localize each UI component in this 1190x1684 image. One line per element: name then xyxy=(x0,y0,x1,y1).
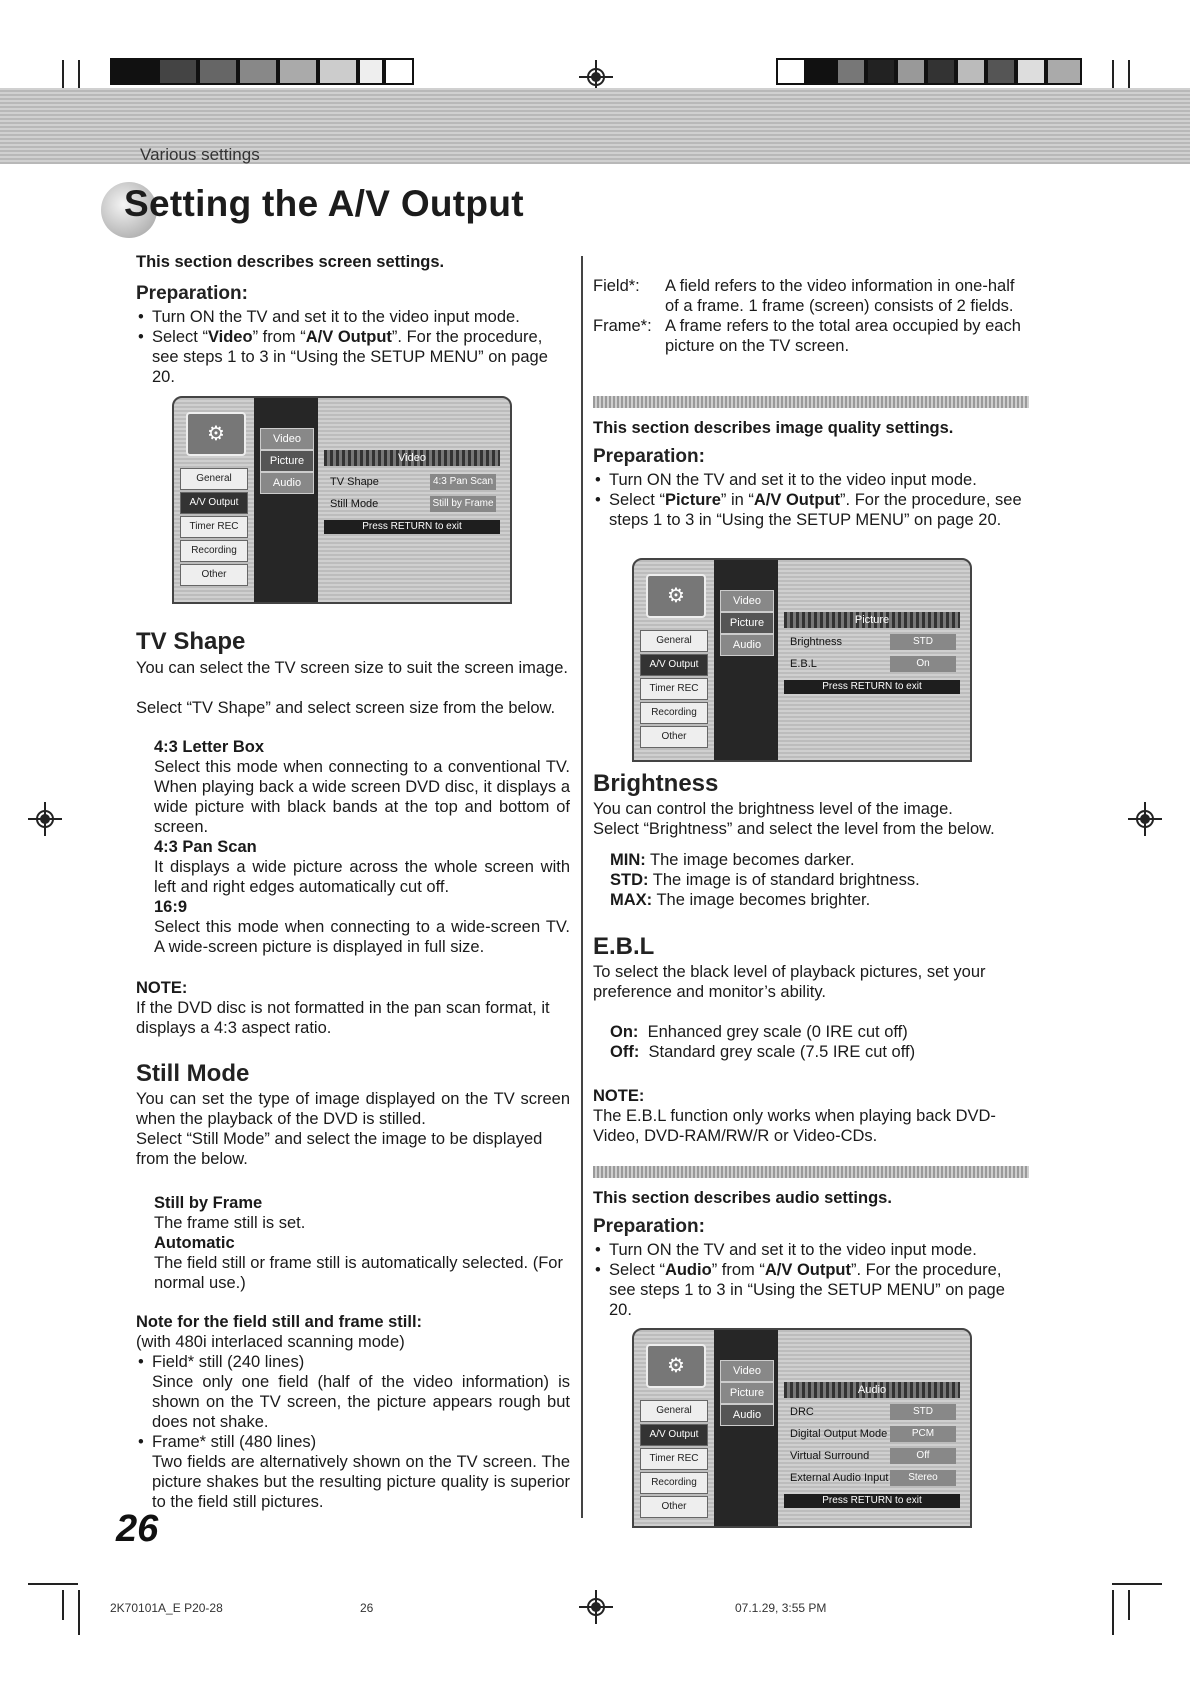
menu-side-general: General xyxy=(180,468,248,490)
menu-side-recording: Recording xyxy=(640,1472,708,1494)
picture-section-intro: This section describes image quality settings. xyxy=(593,419,954,437)
menu-row-label: Still Mode xyxy=(330,498,379,510)
option-row: MAX: The image becomes brighter. xyxy=(610,891,871,909)
page-number: 26 xyxy=(116,1508,159,1550)
option-description: The field still or frame still is automatically selected. (For normal use.) xyxy=(154,1254,563,1292)
menu-side-recording: Recording xyxy=(180,540,248,562)
menu-tab-video: Video xyxy=(720,590,774,612)
brightness-heading: Brightness xyxy=(593,770,719,797)
footer-date: 07.1.29, 3:55 PM xyxy=(735,1601,827,1615)
page-title: Setting the A/V Output xyxy=(124,183,524,224)
definition-desc: A field refers to the video information in one-half of a frame. 1 frame (screen) consists of 2 fields. xyxy=(665,277,1015,315)
still-mode-heading: Still Mode xyxy=(136,1060,250,1087)
still-note-heading: Note for the field still and frame still: xyxy=(136,1313,423,1331)
picture-menu-screenshot xyxy=(632,558,972,762)
column-divider xyxy=(581,256,583,1518)
menu-row-label: E.B.L xyxy=(790,658,817,670)
ebl-description: To select the black level of playback pictures, set your preference and monitor’s ability. xyxy=(593,963,986,1001)
definitions xyxy=(593,276,1029,356)
list-item: • Turn ON the TV and set it to the video input mode. xyxy=(136,307,570,327)
menu-side-other: Other xyxy=(640,726,708,748)
registration-mark-icon xyxy=(1128,802,1162,836)
definition-term: Frame*: xyxy=(593,317,652,335)
list-item: • Select “Picture” in “A/V Output”. For the procedure, see steps 1 to 3 in “Using the SETUP MENU” on page 20. xyxy=(593,490,1029,530)
preparation-list xyxy=(593,470,1029,530)
still-mode-options xyxy=(154,1193,570,1293)
menu-tab-picture: Picture xyxy=(720,1382,774,1404)
menu-exit-hint: Press RETURN to exit xyxy=(784,1494,960,1508)
menu-tab-picture: Picture xyxy=(260,450,314,472)
list-item: • Turn ON the TV and set it to the video input mode. xyxy=(593,470,1029,490)
menu-panel-title: Audio xyxy=(784,1382,960,1398)
brightness-description: You can control the brightness level of the image. xyxy=(593,800,953,818)
crop-mark xyxy=(1112,60,1114,90)
menu-side-av-output: A/V Output xyxy=(640,654,708,676)
note-text: If the DVD disc is not formatted in the pan scan format, it displays a 4:3 aspect ratio. xyxy=(136,999,550,1037)
list-item: • Turn ON the TV and set it to the video input mode. xyxy=(593,1240,1029,1260)
menu-tab-video: Video xyxy=(260,428,314,450)
option-row: MIN: The image becomes darker. xyxy=(610,851,855,869)
menu-row-label: Virtual Surround xyxy=(790,1450,870,1462)
note-heading: NOTE: xyxy=(136,979,188,997)
crop-mark xyxy=(62,60,64,90)
menu-row-value: STD xyxy=(890,1404,956,1420)
menu-row-value: On xyxy=(890,656,956,672)
tv-shape-options xyxy=(154,737,570,957)
tv-shape-instruction: Select “TV Shape” and select screen size from the below. xyxy=(136,699,556,717)
list-item: • Field* still (240 lines) Since only one field (half of the video information) is shown on the TV screen, the picture appears rough but does not shake. xyxy=(136,1352,570,1432)
menu-panel-title: Video xyxy=(324,450,500,466)
option-description: Select this mode when connecting to a wide-screen TV. A wide-screen picture is displayed in full size. xyxy=(154,918,570,956)
list-item: • Select “Video” from “A/V Output”. For the procedure, see steps 1 to 3 in “Using the SETUP MENU” on page 20. xyxy=(136,327,570,387)
still-note-subheading: (with 480i interlaced scanning mode) xyxy=(136,1333,405,1351)
menu-row-value: Off xyxy=(890,1448,956,1464)
still-mode-description: You can set the type of image displayed on the TV screen when the playback of the DVD is stilled. xyxy=(136,1090,570,1128)
list-item: • Select “Audio” from “A/V Output”. For the procedure, see steps 1 to 3 in “Using the SETUP MENU” on page 20. xyxy=(593,1260,1029,1320)
menu-row-value: Still by Frame xyxy=(430,496,496,512)
definition-term: Field*: xyxy=(593,277,640,295)
option-name: Still by Frame xyxy=(154,1194,263,1212)
tv-shape-description: You can select the TV screen size to suit the screen image. xyxy=(136,659,568,677)
menu-tab-picture: Picture xyxy=(720,612,774,634)
option-row: STD: The image is of standard brightness. xyxy=(610,871,920,889)
menu-row-value: STD xyxy=(890,634,956,650)
video-menu-screenshot xyxy=(172,396,512,604)
option-name: 4:3 Letter Box xyxy=(154,738,265,756)
still-note-list xyxy=(136,1352,570,1512)
menu-row-value: 4:3 Pan Scan xyxy=(430,474,496,490)
menu-tab-video: Video xyxy=(720,1360,774,1382)
option-description: It displays a wide picture across the whole screen with left and right edges automatically cut off. xyxy=(154,858,570,896)
menu-side-av-output: A/V Output xyxy=(640,1424,708,1446)
crop-mark xyxy=(78,1590,80,1635)
menu-row-label: Brightness xyxy=(790,636,842,648)
footer-file: 2K70101A_E P20-28 xyxy=(110,1601,223,1615)
crop-mark xyxy=(62,1590,64,1620)
menu-side-other: Other xyxy=(180,564,248,586)
audio-section-intro: This section describes audio settings. xyxy=(593,1189,892,1207)
note-text: The E.B.L function only works when playing back DVD-Video, DVD-RAM/RW/R or Video-CDs. xyxy=(593,1107,996,1145)
crop-mark xyxy=(1112,1583,1162,1585)
option-description: Select this mode when connecting to a conventional TV. When playing back a wide screen DVD disc, it displays a wide picture with black bands at the top and bottom of screen. xyxy=(154,758,570,836)
menu-row-label: External Audio Input xyxy=(790,1472,889,1484)
section-divider xyxy=(593,1166,1029,1178)
menu-side-recording: Recording xyxy=(640,702,708,724)
option-name: 4:3 Pan Scan xyxy=(154,838,257,856)
menu-side-av-output: A/V Output xyxy=(180,492,248,514)
setup-logo-icon: ⚙ xyxy=(646,1344,706,1388)
definition-row xyxy=(593,316,1029,356)
menu-exit-hint: Press RETURN to exit xyxy=(324,520,500,534)
preparation-list xyxy=(593,1240,1029,1320)
section-divider xyxy=(593,396,1029,408)
note-heading: NOTE: xyxy=(593,1087,645,1105)
menu-side-general: General xyxy=(640,1400,708,1422)
crop-mark xyxy=(1128,1590,1130,1620)
registration-mark-icon xyxy=(28,802,62,836)
ebl-heading: E.B.L xyxy=(593,933,655,960)
menu-panel-title: Picture xyxy=(784,612,960,628)
crop-mark xyxy=(1112,1590,1114,1635)
option-name: 16:9 xyxy=(154,898,188,916)
menu-tab-audio: Audio xyxy=(720,634,774,656)
still-mode-instruction: Select “Still Mode” and select the image to be displayed from the below. xyxy=(136,1130,543,1168)
menu-exit-hint: Press RETURN to exit xyxy=(784,680,960,694)
preparation-list xyxy=(136,307,570,387)
menu-tab-audio: Audio xyxy=(260,472,314,494)
crop-mark xyxy=(28,1583,78,1585)
audio-menu-screenshot xyxy=(632,1328,972,1528)
brightness-options xyxy=(610,850,1030,910)
option-name: Automatic xyxy=(154,1234,235,1252)
menu-side-other: Other xyxy=(640,1496,708,1518)
menu-side-timer-rec: Timer REC xyxy=(640,678,708,700)
list-item: • Frame* still (480 lines) Two fields are alternatively shown on the TV screen. The picture shakes but the resulting picture quality is superior to the field still pictures. xyxy=(136,1432,570,1512)
menu-side-general: General xyxy=(640,630,708,652)
menu-row-label: DRC xyxy=(790,1406,814,1418)
ebl-options xyxy=(610,1022,1030,1062)
registration-mark-icon xyxy=(579,1590,613,1624)
menu-row-label: TV Shape xyxy=(330,476,379,488)
option-row: Off: Standard grey scale (7.5 IRE cut off) xyxy=(610,1043,916,1061)
preparation-heading: Preparation: xyxy=(593,446,705,467)
menu-tab-audio: Audio xyxy=(720,1404,774,1426)
menu-row-value: PCM xyxy=(890,1426,956,1442)
screen-settings-intro: This section describes screen settings. xyxy=(136,253,445,271)
menu-side-timer-rec: Timer REC xyxy=(640,1448,708,1470)
option-description: The frame still is set. xyxy=(154,1214,306,1232)
definition-row xyxy=(593,276,1029,316)
definition-desc: A frame refers to the total area occupied by each picture on the TV screen. xyxy=(665,317,1021,355)
preparation-heading: Preparation: xyxy=(136,283,248,304)
tv-shape-heading: TV Shape xyxy=(136,628,246,655)
crop-mark xyxy=(78,60,80,90)
menu-row-value: Stereo xyxy=(890,1470,956,1486)
preparation-heading: Preparation: xyxy=(593,1216,705,1237)
menu-row-label: Digital Output Mode xyxy=(790,1428,888,1440)
setup-logo-icon: ⚙ xyxy=(646,574,706,618)
setup-logo-icon: ⚙ xyxy=(186,412,246,456)
menu-side-timer-rec: Timer REC xyxy=(180,516,248,538)
footer-page: 26 xyxy=(360,1601,374,1615)
section-label: Various settings xyxy=(140,145,260,164)
option-row: On: Enhanced grey scale (0 IRE cut off) xyxy=(610,1023,908,1041)
brightness-instruction: Select “Brightness” and select the level from the below. xyxy=(593,820,995,838)
crop-mark xyxy=(1128,60,1130,90)
